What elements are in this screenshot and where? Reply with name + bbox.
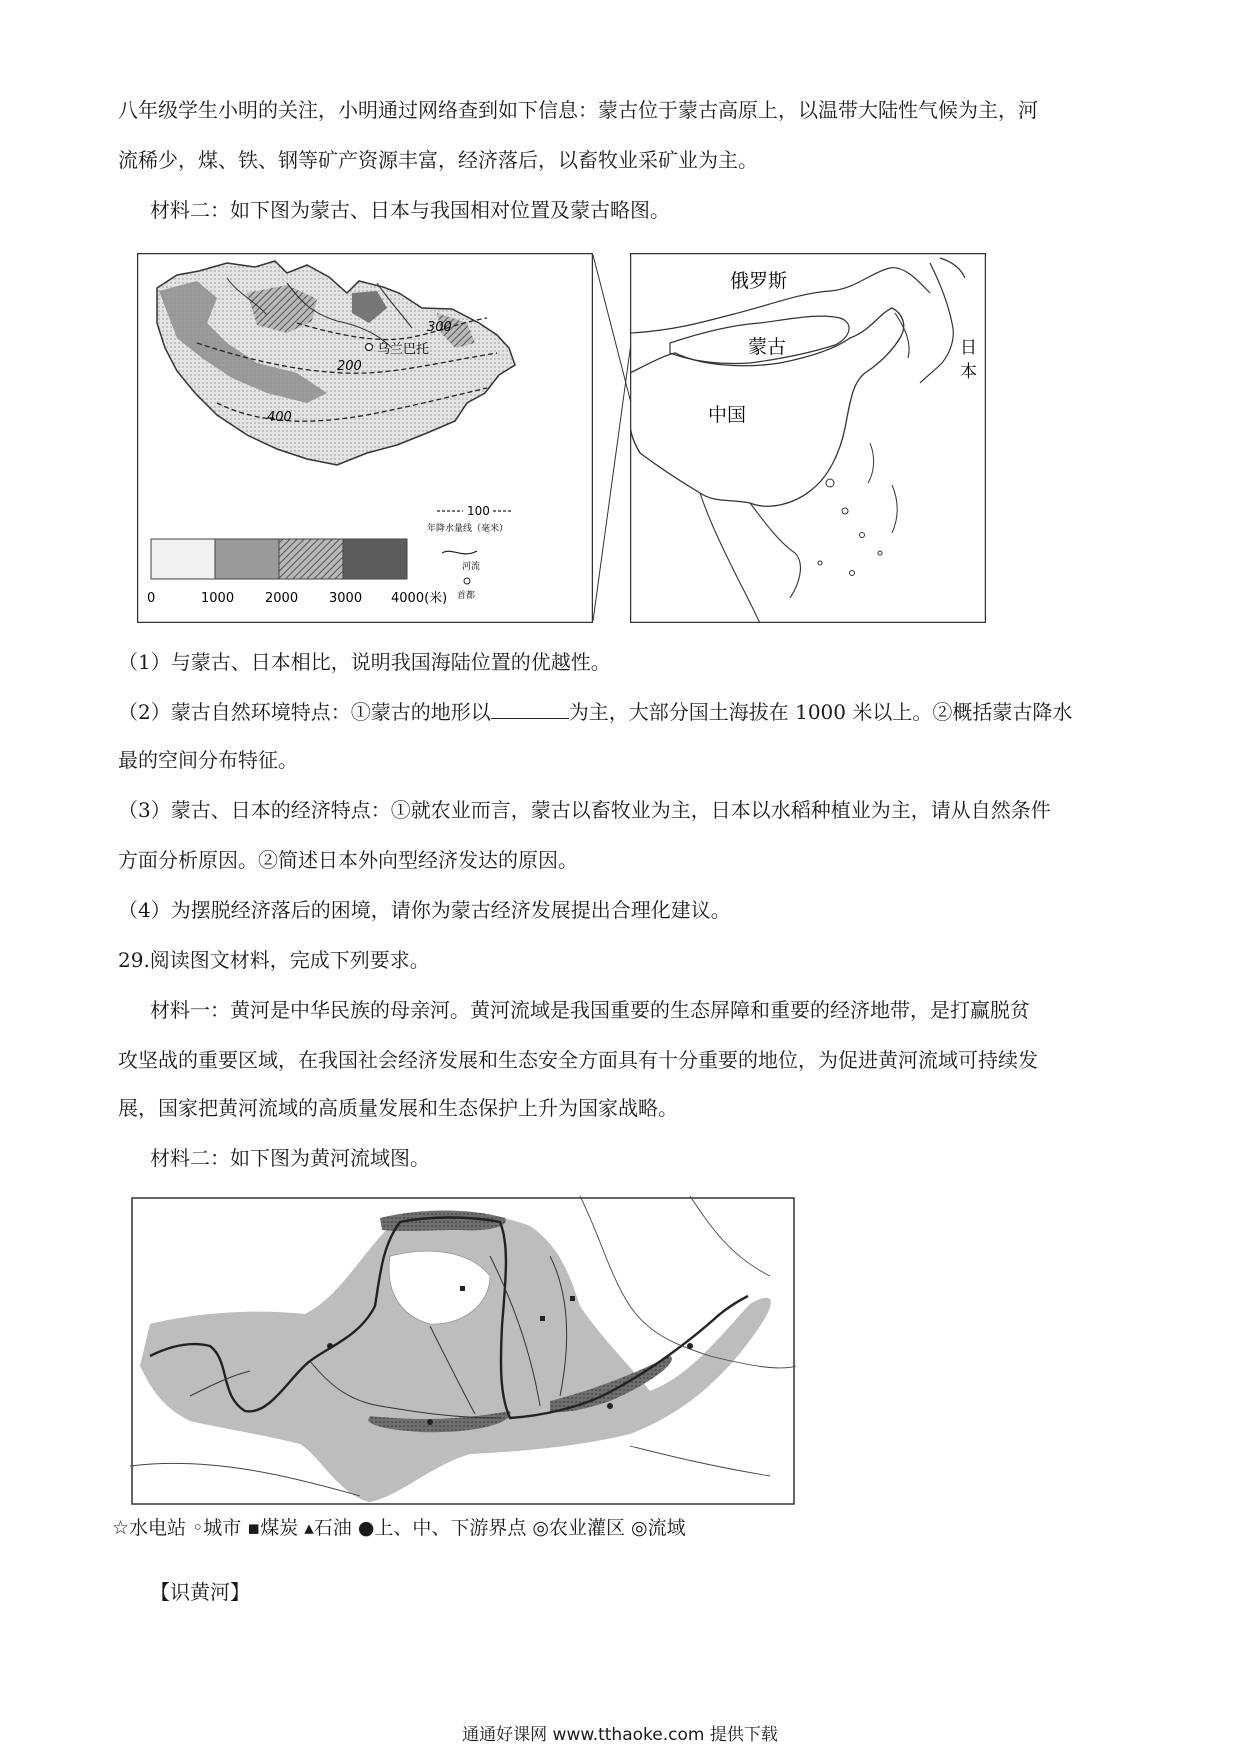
isohyet-label-200: 200: [337, 359, 362, 374]
legend-capital-label: 首都: [457, 591, 476, 601]
q28-material-2: 材料二：如下图为蒙古、日本与我国相对位置及蒙古略图。: [150, 198, 670, 222]
legend-isohyet-value: 100: [467, 504, 490, 518]
q28-sub-3-cont: 方面分析原因。②简述日本外向型经济发达的原因。: [118, 848, 578, 872]
legend-isohyet-label: 年降水量线（毫米）: [427, 524, 509, 534]
intro-line-2: 流稀少，煤、铁、钢等矿产资源丰富，经济落后，以畜牧业采矿业为主。: [118, 148, 758, 172]
capital-icon: [366, 344, 373, 351]
city-label: 乌兰巴托: [377, 342, 430, 357]
q29-material-1-line-3: 展，国家把黄河流域的高质量发展和生态保护上升为国家战略。: [118, 1096, 678, 1120]
elev-tick-1000: 1000: [201, 591, 235, 606]
q28-sub-3: （3）蒙古、日本的经济特点：①就农业而言，蒙古以畜牧业为主，日本以水稻种植业为主，请从自然条件: [118, 798, 1051, 822]
q28-sub-2: [118, 700, 1072, 724]
label-mongolia: 蒙古: [748, 336, 787, 358]
map-connector-lines: [593, 253, 633, 623]
label-japan-2: 本: [960, 362, 977, 382]
q29-heading: 29.阅读图文材料，完成下列要求。: [118, 948, 430, 972]
elev-tick-4000: 4000(米): [391, 591, 448, 606]
isohyet-label-300: 300: [427, 320, 452, 335]
label-china: 中国: [708, 404, 747, 426]
q28-sub-1: （1）与蒙古、日本相比，说明我国海陆位置的优越性。: [118, 650, 611, 674]
elev-tick-0: 0: [147, 591, 156, 606]
q29-material-1-line-2: 攻坚战的重要区域，在我国社会经济发展和生态安全方面具有十分重要的地位，为促进黄河流域可持续发: [118, 1048, 1038, 1072]
mongolia-sketch-map: [137, 253, 593, 623]
q28-sub-2-cont: 最的空间分布特征。: [118, 748, 298, 772]
page-footer: 通通好课网 www.tthaoke.com 提供下载: [462, 1725, 778, 1745]
intro-line-1: 八年级学生小明的关注，小明通过网络查到如下信息：蒙古位于蒙古高原上，以温带大陆性气候为主，河: [118, 98, 1038, 122]
elev-tick-3000: 3000: [329, 591, 363, 606]
q28-sub-2-b: 为主，大部分国土海拔在 1000 米以上。②概括蒙古降水: [568, 700, 1073, 724]
label-russia: 俄罗斯: [730, 270, 788, 292]
q28-sub-4: （4）为摆脱经济落后的困境，请你为蒙古经济发展提出合理化建议。: [118, 898, 731, 922]
label-japan-1: 日: [960, 338, 977, 358]
regional-position-map: [630, 253, 986, 623]
q29-material-2: 材料二：如下图为黄河流域图。: [150, 1146, 430, 1170]
isohyet-label-400: 400: [267, 410, 292, 425]
answer-blank: [491, 700, 569, 719]
yellow-river-basin-map: [130, 1196, 796, 1506]
q29-material-1-line-1: 材料一：黄河是中华民族的母亲河。黄河流域是我国重要的生态屏障和重要的经济地带，是打赢脱贫: [150, 998, 1030, 1022]
q28-sub-2-a: （2）蒙古自然环境特点：①蒙古的地形以: [118, 700, 491, 724]
basin-map-legend: ☆水电站 ◦城市 ▪煤炭 ▴石油 ●上、中、下游界点 ◎农业灌区 ◎流域: [112, 1517, 686, 1539]
elev-tick-2000: 2000: [265, 591, 299, 606]
section-heading-shi-huanghe: 【识黄河】: [150, 1580, 250, 1604]
legend-river-label: 河流: [462, 562, 481, 572]
